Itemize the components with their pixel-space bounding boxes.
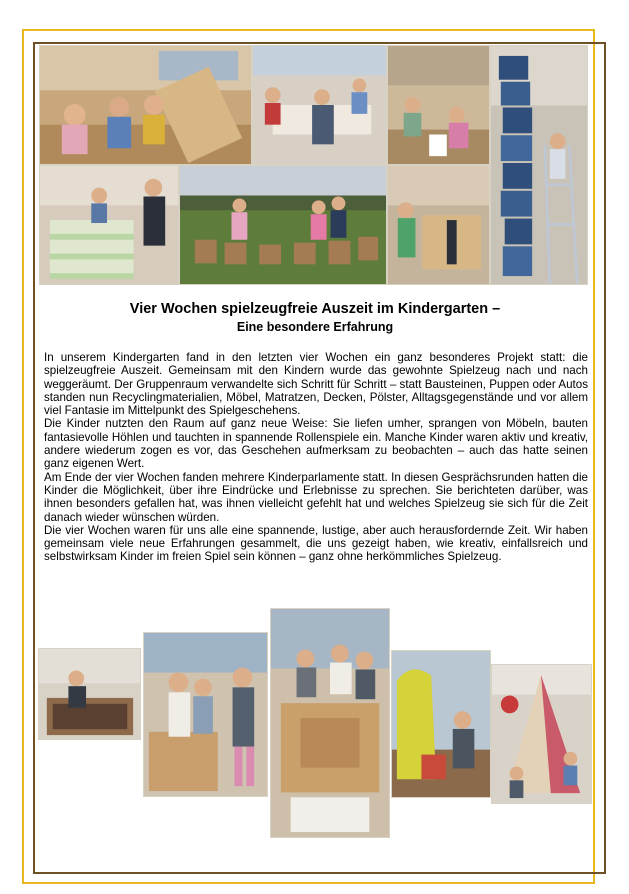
photo-children-table-room xyxy=(252,45,387,165)
article-title: Vier Wochen spielzeugfreie Auszeit im Kindergarten – xyxy=(129,301,501,317)
photo-box-tower-ladder xyxy=(490,45,588,285)
photo-children-cardboard-table xyxy=(39,45,252,165)
paragraph: Am Ende der vier Wochen fanden mehrere Kinderparlamente statt. In diesen Gesprächsrunden hatten die Kinder die Möglichkeit, über ihre Eindrücke und Erlebnisse zu sprechen. Sie berichteten darüber, was ihnen besonders gefallen hat, was ihnen vielleicht gefehlt hat und welches Spielzeug sie sich für die Zeit danach wieder wünschen würden. xyxy=(44,470,588,524)
paragraph: Die Kinder nutzten den Raum auf ganz neue Weise: Sie liefen umher, sprangen von Möbeln, bauten fantasievolle Höhlen und tauchten in spannende Rollenspiele ein. Manche Kinder waren aktiv und kreativ, andere wiederum zogen es vor, das Geschehen aufmerksam zu beobachten – auch das hatte seinen ganz eigenen Wert. xyxy=(44,417,588,471)
photo-outdoor-tree-stumps xyxy=(179,165,387,285)
article-body xyxy=(44,351,588,564)
photo-child-cardboard-box xyxy=(387,165,490,285)
photo-children-cardboard-structure xyxy=(270,608,390,838)
article-subtitle: Eine besondere Erfahrung xyxy=(236,320,394,334)
photo-egg-carton-tower xyxy=(39,165,179,285)
photo-children-playing-floor xyxy=(387,45,490,165)
photo-blanket-tent xyxy=(491,664,592,804)
photo-child-cardboard-tunnel xyxy=(391,650,491,798)
photo-children-cardboard-house xyxy=(143,632,268,797)
paragraph: In unserem Kindergarten fand in den letzten vier Wochen ein ganz besonderes Projekt statt: die spielzeugfreie Auszeit. Gemeinsam mit den Kindern wurde das gewohnte Spielzeug nach und nach weggeräumt. Der Gruppenraum verwandelte sich Schritt für Schritt – statt Bausteinen, Puppen oder Autos standen nun Recyclingmaterialien, Möbel, Matratzen, Decken, Pölster, Alltagsgegenstände und vor allem viel Fantasie im Mittelpunkt des Spielgeschehens. xyxy=(44,351,588,418)
paragraph: Die vier Wochen waren für uns alle eine spannende, lustige, aber auch herausfordernde Zeit. Wir haben gemeinsam viele neue Erfahrungen gesammelt, die uns gezeigt haben, wie kreativ, einfallsreich und selbstwirksam Kinder im freien Spiel sein können – ganz ohne herkömmliches Spielzeug. xyxy=(44,523,588,564)
photo-child-sandbox-tray xyxy=(38,648,141,740)
